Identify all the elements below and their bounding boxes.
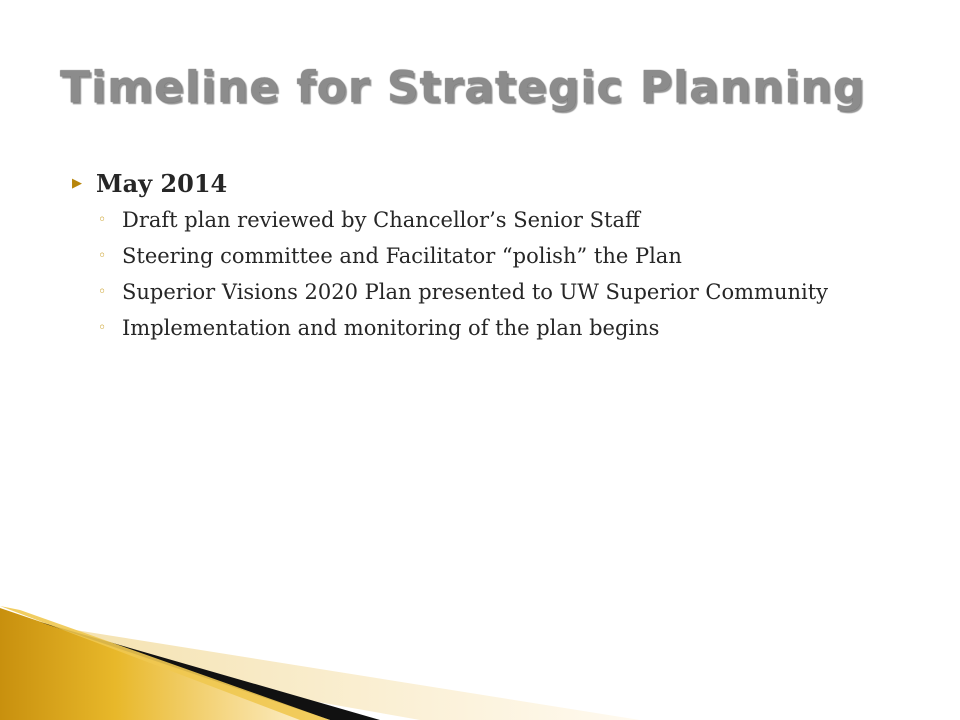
decorative-swoosh xyxy=(0,560,960,720)
list-item-text: Steering committee and Facilitator “polish” the Plan xyxy=(122,244,682,268)
slide-content xyxy=(70,166,890,350)
list-item xyxy=(70,242,890,270)
circle-icon: ◦ xyxy=(98,248,107,264)
list-item xyxy=(70,206,890,234)
bullet-level1 xyxy=(70,166,890,202)
circle-icon: ◦ xyxy=(98,212,107,228)
circle-icon: ◦ xyxy=(98,284,107,300)
sub-bullet-list xyxy=(70,206,890,342)
list-item-text: Implementation and monitoring of the plan begins xyxy=(122,316,660,340)
list-item xyxy=(70,314,890,342)
list-item-text: Draft plan reviewed by Chancellor’s Senior Staff xyxy=(122,208,640,232)
section-heading: May 2014 xyxy=(96,169,228,198)
arrow-right-icon: ▶ xyxy=(72,176,82,191)
list-item-text: Superior Visions 2020 Plan presented to UW Superior Community xyxy=(122,280,829,304)
slide-title: Timeline for Strategic Planning xyxy=(60,62,866,113)
list-item xyxy=(70,278,890,306)
circle-icon: ◦ xyxy=(98,320,107,336)
